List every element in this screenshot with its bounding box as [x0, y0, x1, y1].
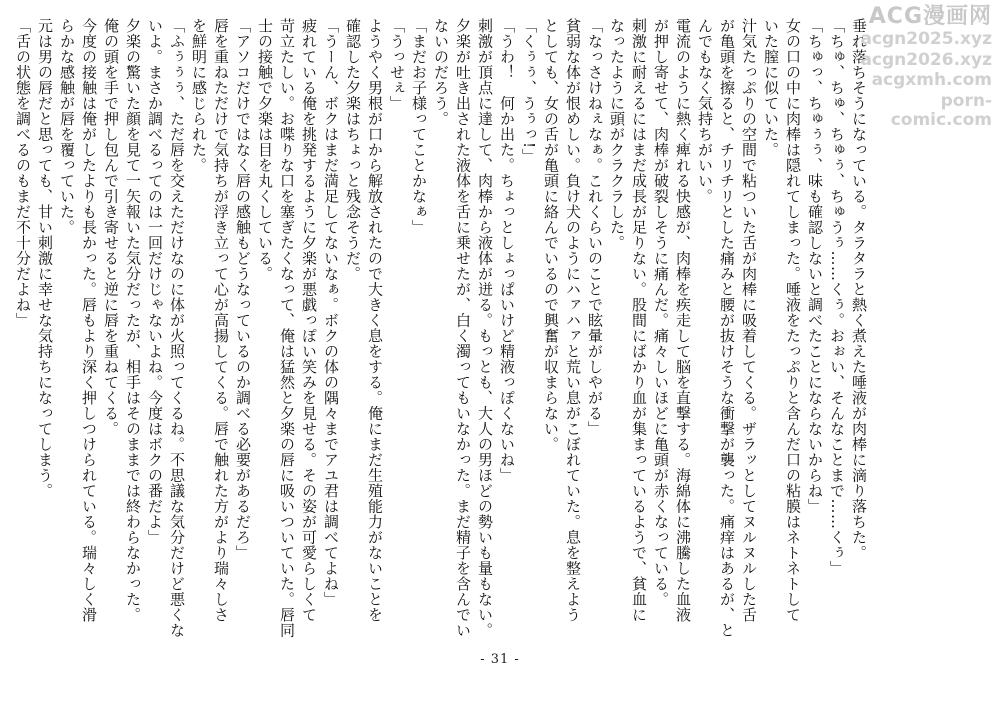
- text-line: 今度の接触は俺がしたよりも長かった。唇もより深く押しつけられている。瑞々しく滑: [80, 18, 98, 623]
- text-line: 「ちゅ、ちゅ、ちゅぅ、ちゅうぅ……くぅ。おぉい、そんなことまで……くぅ」: [828, 18, 846, 576]
- text-line: 苛立たしい。お喋りな口を塞ぎたくなって、俺は猛然と夕楽の唇に吸いついていた。唇同: [278, 18, 296, 638]
- watermark-url: acgxmh.com: [871, 70, 992, 91]
- text-line: 「まだお子様ってことかなぁ」: [410, 18, 428, 235]
- text-line: 俺の頭を手で押し包んで引き寄せると逆に唇を重ねてくる。: [102, 18, 120, 437]
- watermark: [840, 4, 992, 131]
- text-line: ないのだろう。: [432, 18, 450, 127]
- text-line: 「うっせぇ」: [388, 18, 406, 111]
- text-line: 士の接触で夕楽は目を丸くしている。: [256, 18, 274, 282]
- text-line: 垂れ落ちそうになっている。タラタラと熱く煮えた唾液が肉棒に滴り落ちた。: [850, 18, 868, 561]
- text-line: 夕楽が吐き出された液体を舌に乗せたが、白く濁ってもいなかった。まだ精子を含んでい: [454, 18, 472, 638]
- text-line: 夕楽の驚いた顔を見て一矢報いた気分だったが、相手はそのままでは終わらなかった。: [124, 18, 142, 623]
- text-line: 女の口の中に肉棒は隠れてしまった。唾液をたっぷりと含んだ口の粘膜はネトネトして: [784, 18, 802, 623]
- text-line: 唇を重ねただけで気持ちが浮き立って心が高揚してくる。唇で触れた方がより瑞々しさ: [212, 18, 230, 623]
- text-line: 「アソコだけではなく唇の感触もどうなっているのか調べる必要があるだろ」: [234, 18, 252, 561]
- text-line: 疲れている俺を挑発するように夕楽が悪戯っぽい笑みを見せる。その姿が可愛らしくて: [300, 18, 318, 623]
- watermark-logo: ACG漫画网: [868, 4, 992, 29]
- text-line: 「ふぅぅぅ、ただ唇を交えただけなのに体が火照ってくるね。不思議な気分だけど悪くな: [168, 18, 186, 638]
- text-line: 元は男の唇だと思っても、甘い刺激に幸せな気持ちになってしまう。: [36, 18, 54, 499]
- text-line: らかな感触が唇を覆っていた。: [58, 18, 76, 235]
- text-line: ようやく男根が口から解放されたので大きく息をする。俺にまだ生殖能力がないことを: [366, 18, 384, 623]
- text-line: 「うーん、ボクはまだ満足してないなぁ。ボクの体の隅々までアユ君は調べてよね」: [322, 18, 340, 607]
- text-line: 「くぅぅ、うぅっ!」: [520, 18, 538, 165]
- page-number: - 31 -: [480, 652, 520, 667]
- watermark-url: acgn2026.xyz: [860, 49, 992, 70]
- text-line: を鮮明に感じられた。: [190, 18, 208, 173]
- text-line: 刺激が頂点に達して、肉棒から液体が迸る。もっとも、大人の男ほどの勢いも量もない。: [476, 18, 494, 638]
- watermark-url: porn-comic.com: [890, 90, 992, 131]
- text-line: 「なっさけねぇなぁ。これくらいのことで眩暈がしやがる」: [586, 18, 604, 437]
- text-line: 「舌の状態を調べるのもまだ不十分だよね」: [14, 18, 32, 328]
- text-line: が押し寄せて、肉棒が破裂しそうに痛んだ。痛々しいほどに亀頭が赤くなっている。: [652, 18, 670, 607]
- text-line: なったように頭がクラクラした。: [608, 18, 626, 251]
- text-line: 「うわ！ 何か出た。ちょっとしょっぱいけど精液っぽくないね」: [498, 18, 516, 483]
- text-line: んでもなく気持ちがいい。: [696, 18, 714, 204]
- body-text: [14, 18, 870, 638]
- text-line: 汁気たっぷりの空間で粘ついた舌が肉棒に吸着してくる。ザラッとしてヌルヌルした舌: [740, 18, 758, 623]
- watermark-url: acgn2025.xyz: [860, 29, 992, 50]
- text-line: 貧弱な体が恨めしい。負け犬のようにハァハァと荒い息がこぼれていた。息を整えよう: [564, 18, 582, 623]
- text-line: いた膣に似ていた。: [762, 18, 780, 158]
- text-line: 確認した夕楽はちょっと残念そうだ。: [344, 18, 362, 282]
- text-line: いよ。まさか調べるってのは一回だけじゃないよね。今度はボクの番だよ」: [146, 18, 164, 545]
- text-line: が亀頭を擦ると、チリチリとした痛みと腰が抜けそうな衝撃が襲った。痛痒はあるが、と: [718, 18, 736, 638]
- text-line: 電流のように熱く痺れる快感が、肉棒を疾走して脳を直撃する。海綿体に沸騰した血液: [674, 18, 692, 623]
- text-line: としても、女の舌が亀頭に絡んでいるので興奮が収まらない。: [542, 18, 560, 452]
- text-line: 刺激に耐えるにはまだ成長が足りない。股間にばかり血が集まっているようで、貧血に: [630, 18, 648, 623]
- text-line: 「ちゅっ、ちゅぅぅ、味も確認しないと調べたことにならないからね」: [806, 18, 824, 514]
